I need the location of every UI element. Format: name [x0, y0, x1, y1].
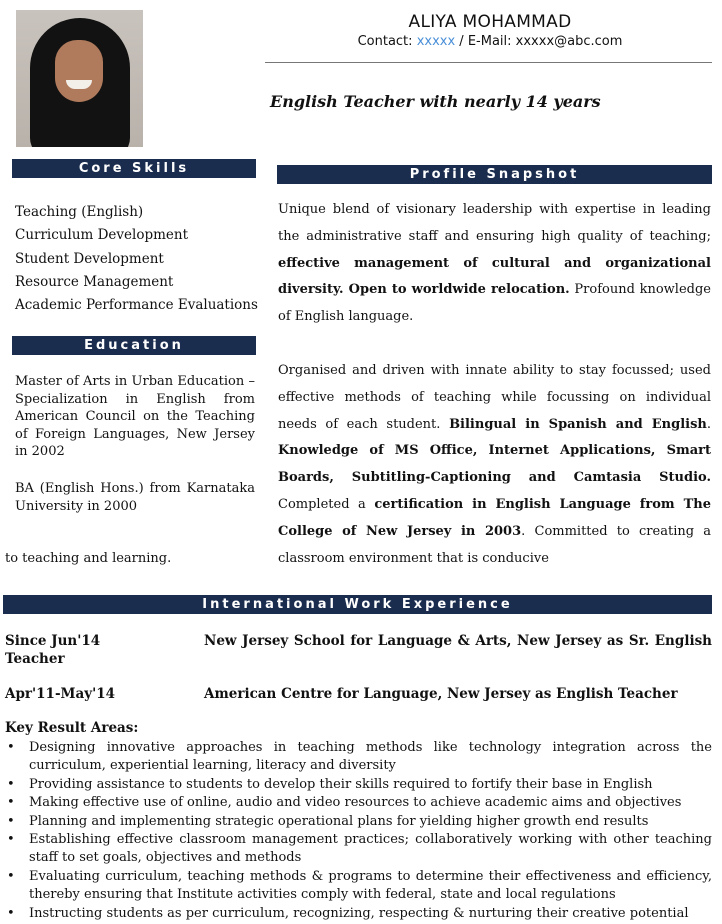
key-result-areas-title: Key Result Areas:: [5, 720, 139, 736]
job2-description: American Centre for Language, New Jersey as English Teacher: [204, 686, 678, 702]
profile-text: Completed a: [278, 496, 375, 512]
list-item: • Instructing students as per curriculum, recognizing, respecting & nurturing their creative potential: [5, 905, 712, 923]
work-experience-heading: International Work Experience: [3, 595, 712, 614]
profile-text-bold: Knowledge of MS Office, Internet Applications, Smart Boards, Subtitling-Captioning and Camtasia Studio.: [278, 443, 711, 486]
profile-text-bold: Bilingual in Spanish and English: [449, 416, 707, 432]
contact-line: [270, 34, 710, 49]
list-item: • Providing assistance to students to develop their skills required to fortify their base in English: [5, 776, 712, 794]
job1-date: Since Jun'14: [5, 633, 101, 649]
list-item: Teaching (English): [15, 204, 144, 220]
profile-text: Organised and driven with innate ability to stay focussed; used effective methods of teaching while focussing on individual needs of each student.: [278, 363, 711, 432]
header-divider: [265, 62, 712, 63]
profile-text: .: [706, 416, 712, 432]
email-value[interactable]: xxxxx@abc.com: [515, 34, 623, 49]
job1-description-cont: Teacher: [5, 651, 65, 667]
list-item: • Planning and implementing strategic operational plans for yielding higher growth end results: [5, 813, 712, 831]
contact-value[interactable]: xxxxx: [416, 34, 456, 49]
key-result-areas-list: [5, 739, 712, 923]
profile-text-bold: effective management of cultural and organizational diversity. Open to worldwide relocation.: [278, 255, 711, 298]
core-skills-list: [15, 201, 258, 317]
list-item: • Designing innovative approaches in teaching methods like technology integration across the curriculum, experiential learning, literacy and diversity: [5, 739, 712, 776]
list-item: Academic Performance Evaluations: [15, 297, 258, 314]
candidate-name: ALIYA MOHAMMAD: [408, 12, 572, 32]
job1-description: New Jersey School for Language & Arts, New Jersey as Sr. English: [204, 633, 712, 649]
email-label: E-Mail:: [467, 34, 512, 49]
contact-label: Contact:: [357, 34, 413, 49]
education-entry: Master of Arts in Urban Education – Specialization in English from American Council on the Teaching of Foreign Languages, New Jersey in 2002: [15, 374, 255, 459]
list-item: Curriculum Development: [15, 227, 189, 244]
list-item: • Establishing effective classroom management practices; collaboratively working with other teaching staff to set goals, objectives and methods: [5, 831, 712, 868]
profile-paragraph-tail: to teaching and learning.: [5, 551, 172, 566]
list-item: • Making effective use of online, audio and video resources to achieve academic aims and objectives: [5, 794, 712, 812]
profile-photo: [16, 10, 143, 147]
core-skills-heading: Core Skills: [12, 159, 256, 178]
contact-separator: /: [459, 34, 464, 49]
list-item: Student Development: [15, 250, 164, 267]
profile-paragraph-1: [278, 197, 711, 331]
education-heading: Education: [12, 336, 256, 355]
list-item: • Evaluating curriculum, teaching methods & programs to determine their effectiveness and efficiency, thereby ensuring that Institute activities comply with federal, state and local regulations: [5, 868, 712, 905]
profile-text: Unique blend of visionary leadership with expertise in leading the administrative staff and ensuring high quality of teaching;: [278, 202, 711, 244]
education-entry: BA (English Hons.) from Karnataka University in 2000: [15, 481, 255, 514]
face-shape: [55, 40, 103, 102]
profile-snapshot-heading: Profile Snapshot: [277, 165, 712, 184]
headline: English Teacher with nearly 14 years: [270, 92, 601, 111]
list-item: Resource Management: [15, 273, 174, 290]
job2-date: Apr'11-May'14: [5, 686, 116, 702]
profile-text-bold: certification in English Language from The College of New Jersey in 2003: [278, 496, 711, 539]
profile-text: . Committed to creating a classroom environment that is conducive: [278, 523, 712, 566]
profile-paragraph-2: [278, 358, 711, 572]
profile-text: Profound knowledge of English language.: [278, 282, 711, 325]
